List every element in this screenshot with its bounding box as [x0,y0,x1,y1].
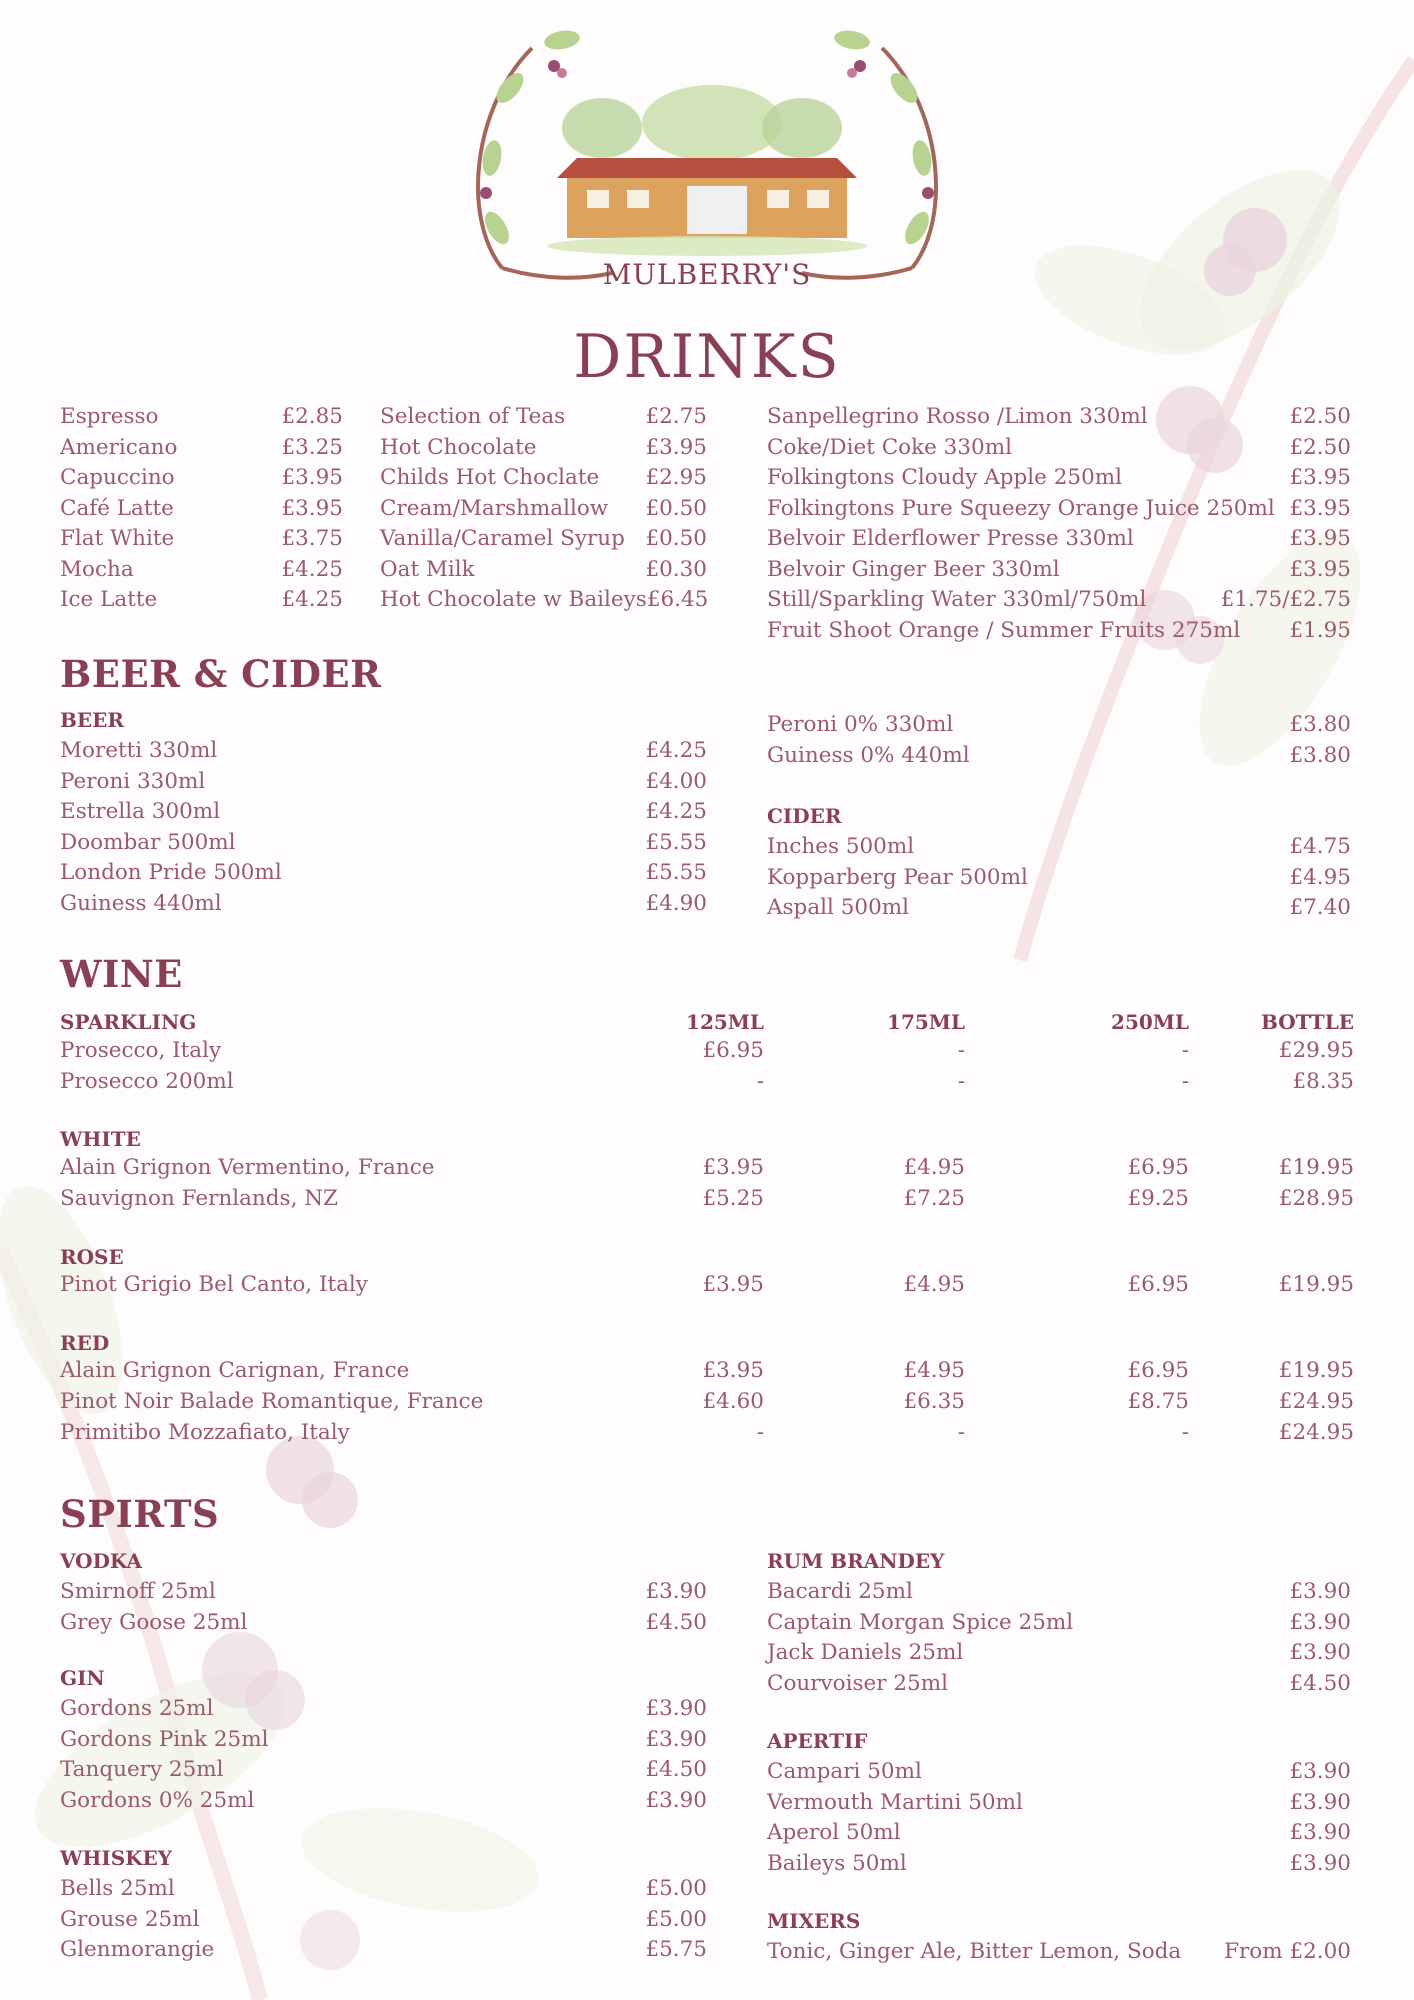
menu-item [767,433,1351,464]
price-125ml: £3.95 [702,1358,764,1383]
item-price: £1.75/£2.75 [1220,587,1351,612]
item-name: Tonic, Ginger Ale, Bitter Lemon, Soda [767,1939,1182,1964]
item-name: Bacardi 25ml [767,1579,913,1604]
item-price: £3.90 [1289,1820,1351,1845]
wine-name: Prosecco, Italy [60,1038,222,1063]
menu-item [60,1694,707,1725]
item-price: £0.50 [645,526,707,551]
menu-item [60,1935,707,1966]
item-price: £4.50 [645,1609,707,1635]
item-name: Smirnoff 25ml [60,1579,216,1604]
price-bottle: £28.95 [1278,1186,1354,1211]
item-price: £2.75 [645,404,707,429]
price-250ml: £6.95 [1127,1155,1189,1180]
item-name: Gordons 25ml [60,1696,214,1721]
price-bottle: £19.95 [1278,1272,1354,1297]
item-price: £2.85 [281,404,343,429]
item-name: Grouse 25ml [60,1906,200,1932]
item-price: £2.95 [645,465,707,490]
item-name: London Pride 500ml [60,860,282,885]
column-125ml: 125ML [686,1010,764,1034]
sparkling-subheading: SPARKLING [60,1010,197,1034]
menu-item [767,616,1351,647]
menu-item [767,463,1351,494]
item-price: £4.25 [645,799,707,824]
menu-item [380,433,707,464]
item-price: £3.90 [645,1787,707,1813]
item-name: Hot Chocolate w Baileys [380,587,647,612]
menu-item [60,767,707,798]
price-bottle: £29.95 [1278,1038,1354,1063]
wine-name: Primitibo Mozzafiato, Italy [60,1420,350,1445]
menu-item [380,463,707,494]
wine-name: Prosecco 200ml [60,1069,234,1094]
gin-list [60,1694,707,1816]
menu-item [767,893,1351,924]
wine-row [60,1038,1354,1069]
item-name: Grey Goose 25ml [60,1609,248,1635]
price-125ml: £5.25 [702,1186,764,1211]
cider-subheading: CIDER [767,804,842,828]
item-price: £5.00 [645,1906,707,1932]
item-name: Moretti 330ml [60,738,218,763]
menu-item [380,585,707,616]
item-name: Vermouth Martini 50ml [767,1789,1023,1815]
item-name: Selection of Teas [380,404,566,429]
white-subheading: WHITE [60,1127,141,1151]
price-bottle: £8.35 [1292,1069,1354,1094]
item-price: £3.80 [1289,742,1351,768]
wine-row [60,1186,1354,1217]
menu-item [767,555,1351,586]
column-175ml: 175ML [887,1010,965,1034]
mixers-list [767,1937,1351,1968]
price-175ml: - [957,1069,965,1094]
item-name: Café Latte [60,495,174,521]
menu-item [60,1786,707,1817]
menu-item [60,463,343,494]
menu-item [60,797,707,828]
menu-item [767,741,1351,772]
item-name: Childs Hot Choclate [380,465,600,490]
price-175ml: £4.95 [903,1358,965,1383]
item-price: £3.80 [1289,712,1351,737]
menu-item [767,1577,1351,1608]
whiskey-subheading: WHISKEY [60,1846,173,1870]
vodka-subheading: VODKA [60,1549,143,1573]
item-price: £4.50 [645,1757,707,1782]
item-name: Campari 50ml [767,1759,922,1784]
apertif-subheading: APERTIF [767,1729,868,1753]
spirits-heading: SPIRTS [60,1492,220,1536]
price-175ml: £6.35 [903,1389,965,1414]
menu-item [60,858,707,889]
item-name: Still/Sparkling Water 330ml/750ml [767,587,1147,612]
item-name: Hot Chocolate [380,434,537,460]
item-price: £4.25 [281,556,343,582]
item-name: Mocha [60,556,134,582]
price-125ml: £3.95 [702,1272,764,1297]
item-name: Bells 25ml [60,1876,175,1901]
menu-item [767,832,1351,863]
menu-item [767,1937,1351,1968]
price-175ml: £7.25 [903,1186,965,1211]
item-name: Fruit Shoot Orange / Summer Fruits 275ml [767,617,1241,643]
item-price: £3.90 [645,1726,707,1752]
alcohol-free-beer-list [767,710,1351,771]
menu-item [380,524,707,555]
price-250ml: £8.75 [1127,1389,1189,1414]
menu-item [60,494,343,525]
menu-item [767,524,1351,555]
item-name: Sanpellegrino Rosso /Limon 330ml [767,404,1148,429]
item-price: £2.50 [1289,434,1351,460]
item-price: £5.55 [645,860,707,885]
vodka-list [60,1577,707,1638]
item-name: Gordons 0% 25ml [60,1787,255,1813]
item-price: £3.95 [645,434,707,460]
brand-name: MULBERRY'S [602,258,812,291]
item-price: £3.95 [1289,495,1351,521]
item-price: £3.90 [1289,1640,1351,1665]
page-title: DRINKS [573,322,841,392]
menu-item [60,1874,707,1905]
menu-item [767,402,1351,433]
menu-item [60,736,707,767]
item-price: £4.90 [645,890,707,916]
price-125ml: £3.95 [702,1155,764,1180]
menu-item [767,1788,1351,1819]
rum-brandy-subheading: RUM BRANDEY [767,1549,945,1573]
menu-item [767,1818,1351,1849]
gin-subheading: GIN [60,1666,105,1690]
item-name: Capuccino [60,465,175,490]
item-name: Tanquery 25ml [60,1757,224,1782]
item-price: £3.95 [1289,526,1351,551]
item-price: £3.90 [1289,1579,1351,1604]
column-bottle: BOTTLE [1260,1010,1354,1034]
price-175ml: - [957,1038,965,1063]
wine-name: Pinot Grigio Bel Canto, Italy [60,1272,368,1297]
wine-name: Pinot Noir Balade Romantique, France [60,1389,484,1414]
price-250ml: - [1181,1038,1189,1063]
item-name: Doombar 500ml [60,829,236,855]
item-name: Estrella 300ml [60,799,221,824]
beer-subheading: BEER [60,708,125,732]
wine-name: Alain Grignon Carignan, France [60,1358,410,1383]
item-price: £3.90 [645,1579,707,1604]
menu-item [767,1849,1351,1880]
item-name: Glenmorangie [60,1937,215,1962]
price-175ml: - [957,1420,965,1445]
item-name: Kopparberg Pear 500ml [767,864,1028,890]
item-price: £3.25 [281,434,343,460]
item-name: Folkingtons Pure Squeezy Orange Juice 250ml [767,495,1275,521]
item-price: £3.95 [281,465,343,490]
item-name: Peroni 0% 330ml [767,712,954,737]
item-price: £3.90 [1289,1850,1351,1876]
item-name: Courvoiser 25ml [767,1670,948,1696]
item-name: Americano [60,434,178,460]
menu-item [380,555,707,586]
menu-item [767,710,1351,741]
hot-drinks-list-1 [60,402,343,616]
item-name: Espresso [60,404,159,429]
item-price: £1.95 [1289,617,1351,643]
soft-drinks-list [767,402,1351,646]
beer-cider-heading: BEER & CIDER [60,652,382,696]
item-name: Ice Latte [60,587,158,612]
mixers-subheading: MIXERS [767,1909,861,1933]
price-250ml: £6.95 [1127,1358,1189,1383]
item-price: £4.00 [645,768,707,794]
item-name: Gordons Pink 25ml [60,1726,269,1752]
item-name: Oat Milk [380,556,475,582]
price-175ml: £4.95 [903,1272,965,1297]
item-price: £3.90 [1289,1789,1351,1815]
menu-item [60,1755,707,1786]
item-price: £3.95 [1289,465,1351,490]
menu-item [60,1577,707,1608]
hot-drinks-list-2 [380,402,707,616]
menu-item [60,585,343,616]
wine-row [60,1272,1354,1303]
item-price: £3.75 [281,526,343,551]
menu-item [767,494,1351,525]
wine-row [60,1155,1354,1186]
price-125ml: £6.95 [702,1038,764,1063]
item-name: Vanilla/Caramel Syrup [380,526,625,551]
item-price: £0.50 [645,495,707,521]
price-250ml: £6.95 [1127,1272,1189,1297]
item-price: £7.40 [1289,895,1351,920]
item-price: £4.25 [645,738,707,763]
item-price: £4.75 [1289,834,1351,859]
menu-item [767,1669,1351,1700]
item-price: £5.55 [645,829,707,855]
menu-item [767,863,1351,894]
menu-item [380,494,707,525]
item-name: Captain Morgan Spice 25ml [767,1609,1074,1635]
wine-sparkling-header-row [60,1010,1354,1038]
item-name: Inches 500ml [767,834,915,859]
price-125ml: - [756,1069,764,1094]
column-250ml: 250ML [1111,1010,1189,1034]
item-name: Guiness 440ml [60,890,222,916]
item-price: £4.50 [1289,1670,1351,1696]
menu-item [60,1905,707,1936]
menu-item [767,1757,1351,1788]
price-bottle: £19.95 [1278,1155,1354,1180]
whiskey-list [60,1874,707,1966]
rose-subheading: ROSE [60,1245,124,1269]
item-price: £5.00 [645,1876,707,1901]
price-bottle: £19.95 [1278,1358,1354,1383]
menu-item [767,585,1351,616]
apertif-list [767,1757,1351,1879]
wine-name: Alain Grignon Vermentino, France [60,1155,435,1180]
price-250ml: £9.25 [1127,1186,1189,1211]
item-price: £3.90 [1289,1759,1351,1784]
menu-item [767,1608,1351,1639]
item-price: £3.90 [645,1696,707,1721]
price-250ml: - [1181,1420,1189,1445]
item-name: Belvoir Elderflower Presse 330ml [767,526,1134,551]
item-name: Belvoir Ginger Beer 330ml [767,556,1060,582]
rum-brandy-list [767,1577,1351,1699]
red-subheading: RED [60,1331,110,1355]
item-price: £5.75 [645,1937,707,1962]
item-price: £3.95 [281,495,343,521]
item-name: Cream/Marshmallow [380,495,609,521]
item-price: £4.25 [281,587,343,612]
menu-item [60,828,707,859]
price-125ml: - [756,1420,764,1445]
item-price: £2.50 [1289,404,1351,429]
mulberrys-logo-illustration [462,18,952,298]
menu-item [60,402,343,433]
menu-item [60,1608,707,1639]
item-price: £3.95 [1289,556,1351,582]
item-name: Jack Daniels 25ml [767,1640,964,1665]
wine-row [60,1420,1354,1451]
menu-item [60,1725,707,1756]
item-name: Coke/Diet Coke 330ml [767,434,1012,460]
menu-item [60,524,343,555]
cider-list [767,832,1351,924]
menu-item [60,555,343,586]
item-name: Baileys 50ml [767,1850,907,1876]
item-name: Guiness 0% 440ml [767,742,970,768]
item-price: £3.90 [1289,1609,1351,1635]
wine-row [60,1069,1354,1100]
menu-item [380,402,707,433]
price-bottle: £24.95 [1278,1420,1354,1445]
item-price: £4.95 [1289,864,1351,890]
item-price: From £2.00 [1224,1939,1351,1964]
wine-name: Sauvignon Fernlands, NZ [60,1186,338,1211]
item-price: £0.30 [645,556,707,582]
item-name: Aperol 50ml [767,1820,901,1845]
menu-item [767,1638,1351,1669]
wine-row [60,1389,1354,1420]
price-125ml: £4.60 [702,1389,764,1414]
menu-item [60,433,343,464]
price-bottle: £24.95 [1278,1389,1354,1414]
wine-row [60,1358,1354,1389]
item-name: Flat White [60,526,175,551]
item-name: Peroni 330ml [60,768,206,794]
beer-list [60,736,707,919]
item-name: Aspall 500ml [767,895,910,920]
item-price: £6.45 [646,587,709,612]
price-250ml: - [1181,1069,1189,1094]
wine-heading: WINE [60,952,183,996]
item-name: Folkingtons Cloudy Apple 250ml [767,465,1123,490]
menu-item [60,889,707,920]
price-175ml: £4.95 [903,1155,965,1180]
